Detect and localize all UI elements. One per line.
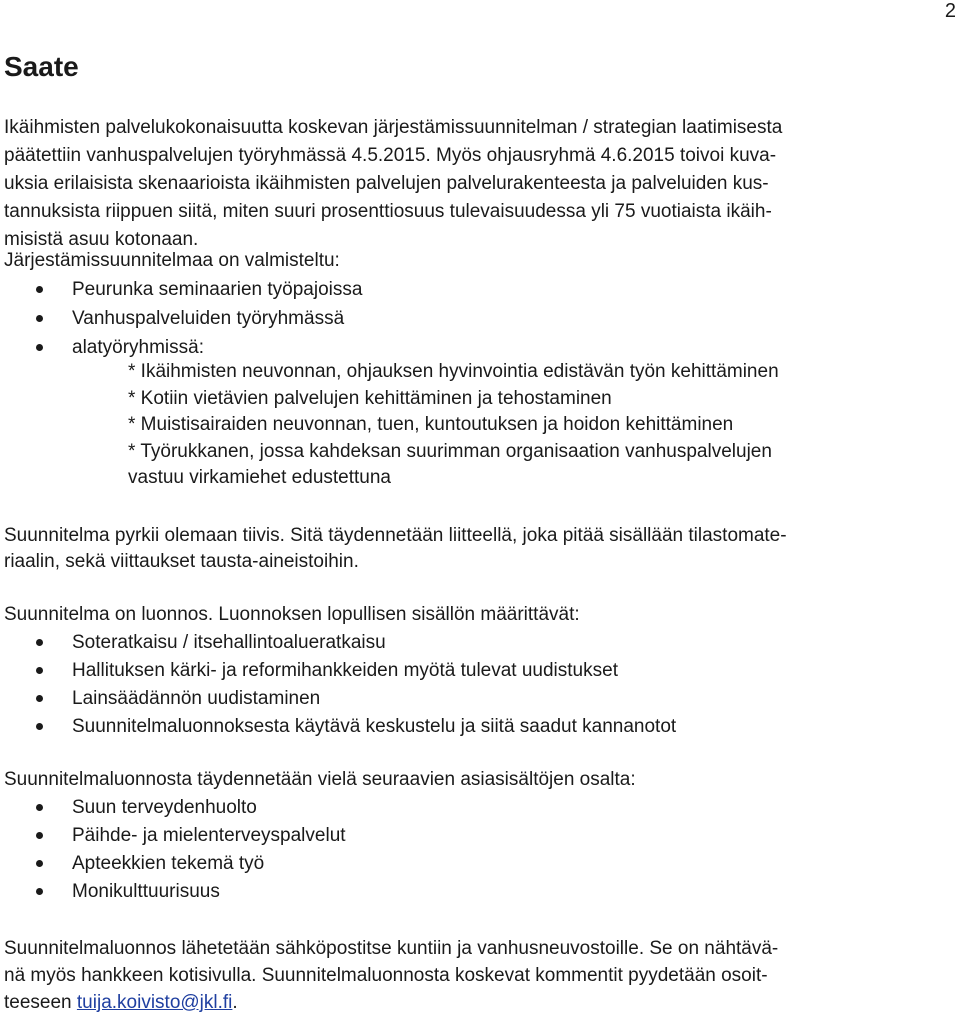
bullet-icon (36, 315, 43, 322)
subgroup-item: * Työrukkanen, jossa kahdeksan suurimman organisaation vanhuspalvelujen (128, 441, 772, 462)
draft-heading: Suunnitelma on luonnos. Luonnoksen lopullisen sisällön määrittävät: (4, 604, 580, 625)
bullet-icon (36, 832, 43, 839)
paragraph-line: riaalin, sekä viittaukset tausta-aineistoihin. (4, 551, 359, 572)
list-item-label: Soteratkaisu / itsehallintoalueratkaisu (72, 632, 386, 653)
closing-line (4, 992, 238, 1014)
list-item-label: Apteekkien tekemä työ (72, 853, 265, 874)
bullet-icon (36, 860, 43, 867)
subgroup-item: * Muistisairaiden neuvonnan, tuen, kuntoutuksen ja hoidon kehittäminen (128, 414, 734, 435)
closing-line-suffix: . (232, 992, 238, 1013)
supplement-heading: Suunnitelmaluonnosta täydennetään vielä seuraavien asiasisältöjen osalta: (4, 769, 636, 790)
list-item-label: Vanhuspalveluiden työryhmässä (72, 308, 345, 329)
page-title: Saate (4, 51, 79, 82)
list-item-label: Lainsäädännön uudistaminen (72, 688, 321, 709)
bullet-icon (36, 667, 43, 674)
list-item-label: Monikulttuurisuus (72, 881, 220, 902)
subgroup-item: * Ikäihmisten neuvonnan, ohjauksen hyvinvointia edistävän työn kehittäminen (128, 361, 779, 382)
closing-line: Suunnitelmaluonnos lähetetään sähköpostitse kuntiin ja vanhusneuvostoille. Se on nähtävä- (4, 938, 779, 959)
intro-line: misistä asuu kotonaan. (4, 229, 199, 250)
bullet-icon (36, 888, 43, 895)
bullet-icon (36, 723, 43, 730)
list-item-label: Suunnitelmaluonnoksesta käytävä keskustelu ja siitä saadut kannanotot (72, 716, 677, 737)
bullet-icon (36, 286, 43, 293)
closing-line-prefix: teeseen (4, 992, 77, 1013)
intro-line: päätettiin vanhuspalvelujen työryhmässä 4.5.2015. Myös ohjausryhmä 4.6.2015 toivoi kuva- (4, 145, 777, 166)
intro-line: Ikäihmisten palvelukokonaisuutta koskevan järjestämissuunnitelman / strategian laatimisesta (4, 117, 783, 138)
subgroup-item: * Kotiin vietävien palvelujen kehittäminen ja tehostaminen (128, 388, 612, 409)
intro-line: uksia erilaisista skenaarioista ikäihmisten palvelujen palvelurakenteesta ja palveluiden kus- (4, 173, 769, 194)
list-item-label: Suun terveydenhuolto (72, 797, 257, 818)
closing-line: nä myös hankkeen kotisivulla. Suunnitelmaluonnosta koskevat kommentit pyydetään osoit- (4, 965, 768, 986)
prepared-heading: Järjestämissuunnitelmaa on valmisteltu: (4, 250, 340, 271)
list-item-label: Päihde- ja mielenterveyspalvelut (72, 825, 346, 846)
paragraph-line: Suunnitelma pyrkii olemaan tiivis. Sitä täydennetään liitteellä, joka pitää sisällään tilastomate- (4, 525, 787, 546)
email-link[interactable]: tuija.koivisto@jkl.fi (76, 992, 233, 1013)
bullet-icon (36, 695, 43, 702)
list-item-label: alatyöryhmissä: (72, 337, 204, 358)
intro-line: tannuksista riippuen siitä, miten suuri prosenttiosuus tulevaisuudessa yli 75 vuotiaista ikäih- (4, 201, 772, 222)
subgroup-item: vastuu virkamiehet edustettuna (128, 467, 391, 488)
bullet-icon (36, 804, 43, 811)
bullet-icon (36, 344, 43, 351)
bullet-icon (36, 639, 43, 646)
list-item-label: Peurunka seminaarien työpajoissa (72, 279, 363, 300)
list-item-label: Hallituksen kärki- ja reformihankkeiden myötä tulevat uudistukset (72, 660, 618, 681)
page-number: 2 (944, 0, 956, 22)
